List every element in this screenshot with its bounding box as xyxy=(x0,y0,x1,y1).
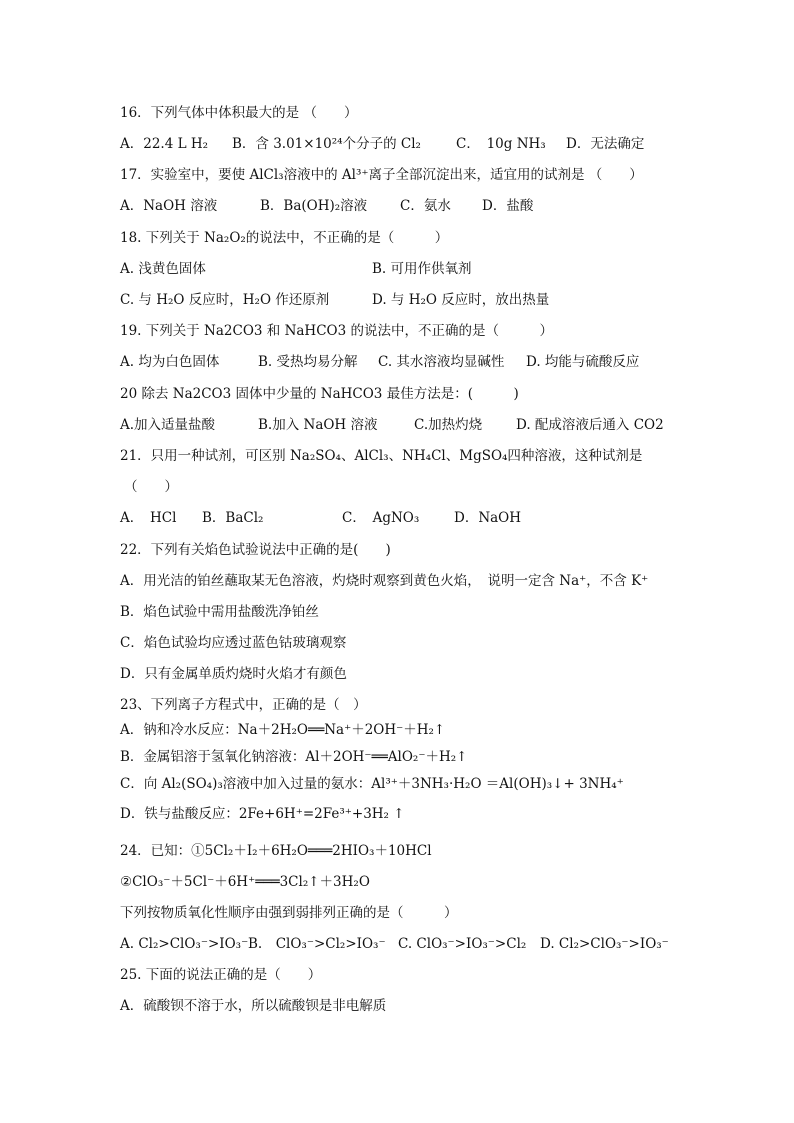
q24-option-d: D. Cl₂>ClO₃⁻>IO₃⁻ xyxy=(540,936,669,952)
q25-stem: 25. 下面的说法正确的是（ ） xyxy=(120,967,322,983)
q24-option-c: C. ClO₃⁻>IO₃⁻>Cl₂ xyxy=(398,936,527,952)
q19-option-a: A. 均为白色固体 xyxy=(120,354,220,370)
q18-option-d: D. 与 H₂O 反应时，放出热量 xyxy=(372,292,550,308)
q18-options-row2 xyxy=(120,291,694,309)
q20-stem: 20 除去 Na2CO3 固体中少量的 NaHCO3 最佳方法是：( ) xyxy=(120,386,519,402)
q18-stem: 18. 下列关于 Na₂O₂的说法中，不正确的是（ ） xyxy=(120,230,449,246)
q17-option-c: C．氨水 xyxy=(400,198,451,214)
q21-option-b: B．BaCl₂ xyxy=(202,510,264,526)
q19-option-c: C. 其水溶液均显碱性 xyxy=(378,354,505,370)
q16-option-d: D．无法确定 xyxy=(566,136,645,152)
q24-question: 下列按物质氧化性顺序由强到弱排列正确的是（ ） xyxy=(120,905,458,921)
q19-option-d: D. 均能与硫酸反应 xyxy=(526,354,640,370)
q21-options xyxy=(120,509,694,527)
q22-option-b: B．焰色试验中需用盐酸洗净铂丝 xyxy=(120,604,319,620)
q24-equation-1: 24．已知：①5Cl₂＋I₂＋6H₂O═══2HIO₃＋10HCl xyxy=(120,843,432,859)
q22-option-a: A．用光洁的铂丝蘸取某无色溶液，灼烧时观察到黄色火焰， 说明一定含 Na⁺，不含 K⁺ xyxy=(120,573,649,589)
q19-stem: 19. 下列关于 Na2CO3 和 NaHCO3 的说法中，不正确的是（ ） xyxy=(120,323,553,339)
q24-equation-2: ②ClO₃⁻＋5Cl⁻＋6H⁺═══3Cl₂↑＋3H₂O xyxy=(120,874,370,890)
q17-option-b: B．Ba(OH)₂溶液 xyxy=(260,198,368,214)
q23-stem: 23、下列离子方程式中，正确的是（ ） xyxy=(120,697,367,713)
q19-options xyxy=(120,353,694,371)
q22-option-c: C．焰色试验均应透过蓝色钴玻璃观察 xyxy=(120,635,347,651)
q23-option-c: C．向 Al₂(SO₄)₃溶液中加入过量的氨水：Al³⁺＋3NH₃·H₂O ＝Al(OH)₃↓+ 3NH₄⁺ xyxy=(120,776,624,792)
q24-option-a: A. Cl₂>ClO₃⁻>IO₃⁻ xyxy=(120,936,249,952)
q23-option-d: D．铁与盐酸反应：2Fe+6H⁺=2Fe³⁺+3H₂ ↑ xyxy=(120,806,405,822)
q22-stem: 22．下列有关焰色试验说法中正确的是( ) xyxy=(120,542,391,558)
q18-options-row1 xyxy=(120,260,694,278)
q21-option-d: D．NaOH xyxy=(454,510,522,526)
q25-option-a: A．硫酸钡不溶于水，所以硫酸钡是非电解质 xyxy=(120,998,387,1014)
q23-option-a: A．钠和冷水反应：Na＋2H₂O══Na⁺＋2OH⁻＋H₂↑ xyxy=(120,722,446,738)
q16-options xyxy=(120,135,694,153)
q20-option-a: A.加入适量盐酸 xyxy=(120,417,216,433)
q16-option-c: C． 10g NH₃ xyxy=(456,136,546,152)
q21-paren: （ ） xyxy=(124,479,178,495)
q17-option-d: D．盐酸 xyxy=(482,198,534,214)
q24-option-b: B. ClO₃⁻>Cl₂>IO₃⁻ xyxy=(248,936,386,952)
q20-option-d: D. 配成溶液后通入 CO2 xyxy=(516,417,664,433)
q20-options xyxy=(120,416,694,434)
q17-options xyxy=(120,197,694,215)
q16-option-b: B．含 3.01×10²⁴个分子的 Cl₂ xyxy=(232,136,421,152)
q18-option-a: A. 浅黄色固体 xyxy=(120,261,206,277)
q16-option-a: A．22.4 L H₂ xyxy=(120,136,209,152)
q20-option-c: C.加热灼烧 xyxy=(414,417,483,433)
q21-stem: 21．只用一种试剂，可区别 Na₂SO₄、AlCl₃、NH₄Cl、MgSO₄四种溶液，这种试剂是 xyxy=(120,448,643,464)
q22-option-d: D．只有金属单质灼烧时火焰才有颜色 xyxy=(120,666,347,682)
q18-option-c: C. 与 H₂O 反应时，H₂O 作还原剂 xyxy=(120,292,330,308)
q16-stem: 16．下列气体中体积最大的是 （ ） xyxy=(120,105,358,121)
q24-options xyxy=(120,935,694,953)
q17-stem: 17．实验室中，要使 AlCl₃溶液中的 Al³⁺离子全部沉淀出来，适宜用的试剂是 （ ） xyxy=(120,167,643,183)
q23-option-b: B．金属铝溶于氢氧化钠溶液：Al＋2OH⁻══AlO₂⁻＋H₂↑ xyxy=(120,749,468,765)
q21-option-c: C． AgNO₃ xyxy=(342,510,420,526)
q19-option-b: B. 受热均易分解 xyxy=(258,354,358,370)
q20-option-b: B.加入 NaOH 溶液 xyxy=(258,417,378,433)
q17-option-a: A．NaOH 溶液 xyxy=(120,198,218,214)
q18-option-b: B. 可用作供氧剂 xyxy=(372,261,472,277)
q21-option-a: A． HCl xyxy=(120,510,177,526)
